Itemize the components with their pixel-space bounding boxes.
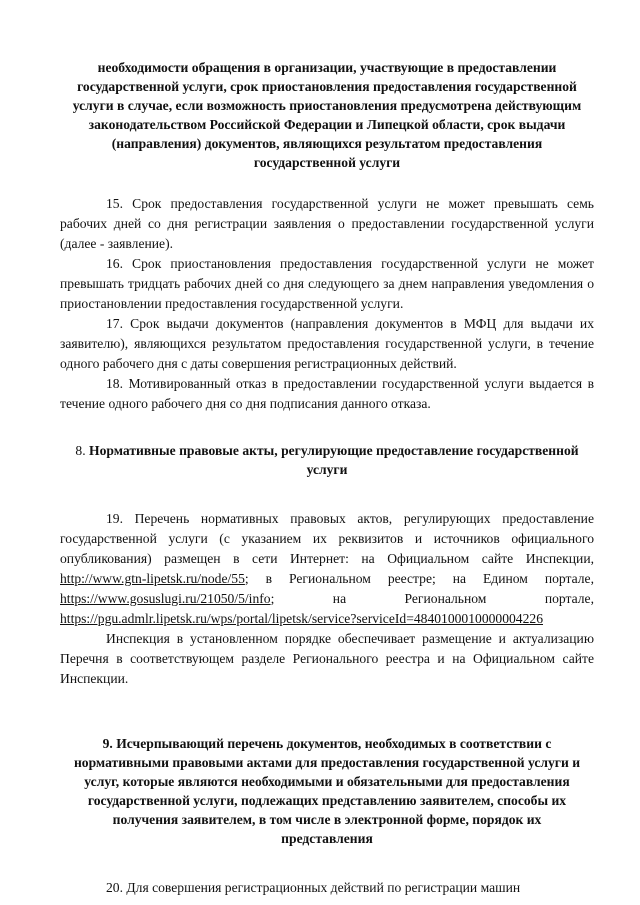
paragraph-19-continued: Инспекция в установленном порядке обеспечивает размещение и актуализацию Перечня в соответствующем разделе Регионального реестра и на Официальном сайте Инспекции.	[60, 631, 594, 686]
section-9-heading: 9. Исчерпывающий перечень документов, необходимых в соответствии с нормативными правовыми актами для предоставления государственной услуги и услуг, которые являются необходимыми и обязательными для предоставления государственной услуги, подлежащих представлению заявителем, способы их получения заявителем, в том числе в электронной форме, порядок их представления	[73, 736, 581, 846]
paragraph-19-mid-1: ; в Региональном реестре; на Едином портале,	[244, 571, 594, 586]
regional-portal-link[interactable]: https://pgu.admlr.lipetsk.ru/wps/portal/lipetsk/service?serviceId=4840100010000004226	[60, 611, 543, 626]
paragraph-16: 16. Срок приостановления предоставления государственной услуги не может превышать тридцать рабочих дней со дня следующего за днем направления уведомления о приостановлении предоставления государственной услуги.	[60, 256, 594, 311]
paragraph-18: 18. Мотивированный отказ в предоставлении государственной услуги выдается в течение одного рабочего дня со дня подписания данного отказа.	[60, 376, 594, 411]
section-8-number: 8.	[75, 443, 86, 458]
paragraph-19-mid-2: ; на Региональном портале,	[270, 591, 594, 606]
inspection-site-link[interactable]: http://www.gtn-lipetsk.ru/node/55	[60, 571, 245, 586]
paragraph-20: 20. Для совершения регистрационных действий по регистрации машин	[106, 880, 521, 895]
paragraph-19-text: 19. Перечень нормативных правовых актов, регулирующих предоставление государственной услуги (с указанием их реквизитов и источников официального опубликования) размещен в сети Интернет: на Официальном сайте Инспекции,	[60, 511, 594, 566]
unified-portal-link[interactable]: https://www.gosuslugi.ru/21050/5/info	[60, 591, 271, 606]
section-8-heading	[66, 441, 588, 479]
section-7-heading: необходимости обращения в организации, участвующие в предоставлении государственной услуги, срок приостановления предоставления государственной услуги в случае, если возможность приостановления предусмотрена действующим законодательством Российской Федерации и Липецкой области, срок выдачи (направления) документов, являющихся результатом предоставления государственной услуги	[72, 60, 582, 170]
paragraph-15: 15. Срок предоставления государственной услуги не может превышать семь рабочих дней со дня регистрации заявления о предоставлении государственной услуги (далее - заявление).	[60, 196, 594, 251]
paragraph-19	[60, 509, 594, 629]
paragraph-17: 17. Срок выдачи документов (направления документов в МФЦ для выдачи их заявителю), являющихся результатом предоставления государственной услуги, в течение одного рабочего дня с даты совершения регистрационных действий.	[60, 316, 594, 371]
section-8-title: Нормативные правовые акты, регулирующие предоставление государственной услуги	[89, 443, 579, 477]
